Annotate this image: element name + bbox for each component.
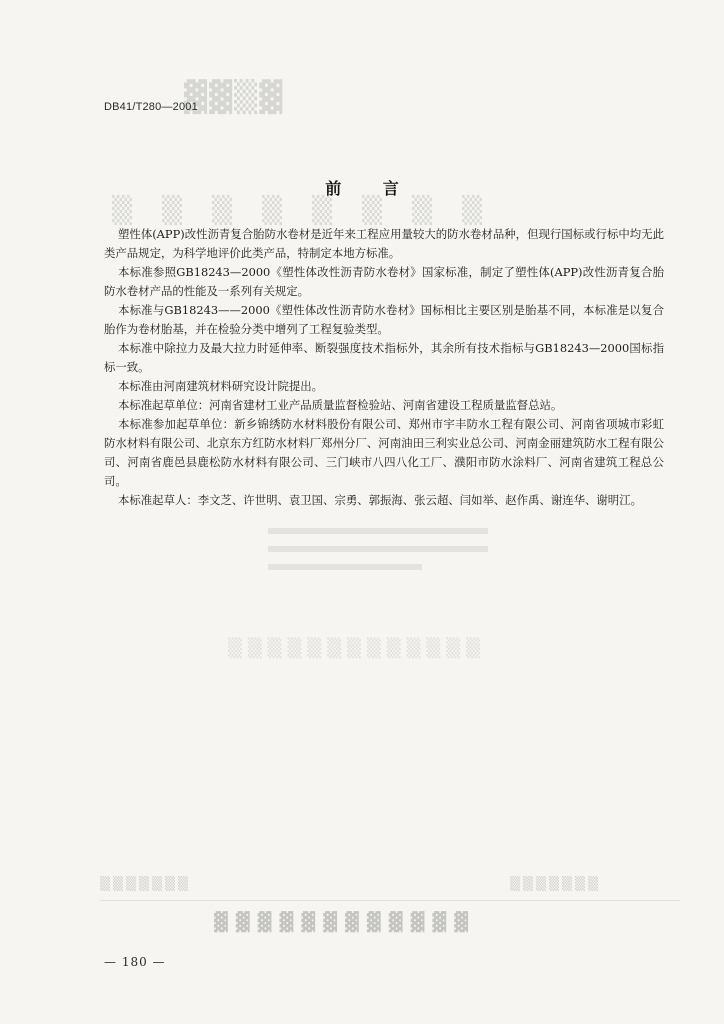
paragraph: 本标准由河南建筑材料研究设计院提出。 (118, 379, 324, 393)
paragraph: 塑性体(APP)改性沥青复合胎防水卷材是近年来工程应用量较大的防水卷材品种，但现行国标或行标中均无此类产品规定，为科学地评价此类产品，特制定本地方标准。 (104, 227, 664, 260)
paragraph: 本标准起草单位：河南省建材工业产品质量监督检验站、河南省建设工程质量监督总站。 (118, 398, 563, 412)
bleed-through-mark (268, 528, 488, 584)
paragraph: 本标准参加起草单位：新乡锦绣防水材料股份有限公司、郑州市宇丰防水工程有限公司、河南省项城市彩虹防水材料有限公司、北京东方红防水材料厂郑州分厂、河南油田三利实业总公司、河南金丽建筑防水工程有限公司、河南省鹿邑县鹿松防水材料有限公司、三门峡市八四八化工厂、濮阳市防水涂料厂、河南省建筑工程总公司。 (104, 417, 664, 488)
bleed-through-mark: ▒▒▒▒▒▒▒▒▒▒▒▒▒ (228, 638, 486, 659)
bleed-through-mark: ▒▒▒▒▒▒▒ (510, 877, 601, 892)
page-title: 前 言 (325, 179, 417, 198)
bleed-through-mark: ▒▒▒▒▒▒▒ (100, 877, 191, 892)
page-number: — 180 — (104, 955, 166, 969)
document-code: DB41/T280—2001 (104, 101, 198, 113)
bleed-through-mark: ▒▒▒▒▒▒▒▒ (112, 196, 512, 226)
bleed-through-mark: ▓▓▒▓ (184, 80, 285, 115)
paragraph: 本标准与GB18243——2000《塑性体改性沥青防水卷材》国标相比主要区别是胎基不同，本标准是以复合胎作为卷材胎基，并在检验分类中增列了工程复验类型。 (104, 303, 664, 336)
body-text (104, 225, 664, 510)
bleed-through-mark: ▓▓▓▓▓▓▓▓▓▓▓▓ (214, 912, 477, 933)
bleed-through-rule (100, 900, 680, 901)
paragraph: 本标准中除拉力及最大拉力时延伸率、断裂强度技术指标外，其余所有技术指标与GB18243—2000国标指标一致。 (104, 341, 664, 374)
paragraph: 本标准起草人：李文芝、许世明、袁卫国、宗勇、郭振海、张云超、闫如举、赵作禹、谢连华、谢明江。 (118, 493, 642, 507)
paragraph: 本标准参照GB18243—2000《塑性体改性沥青防水卷材》国家标准，制定了塑性体(APP)改性沥青复合胎防水卷材产品的性能及一系列有关规定。 (104, 265, 664, 298)
